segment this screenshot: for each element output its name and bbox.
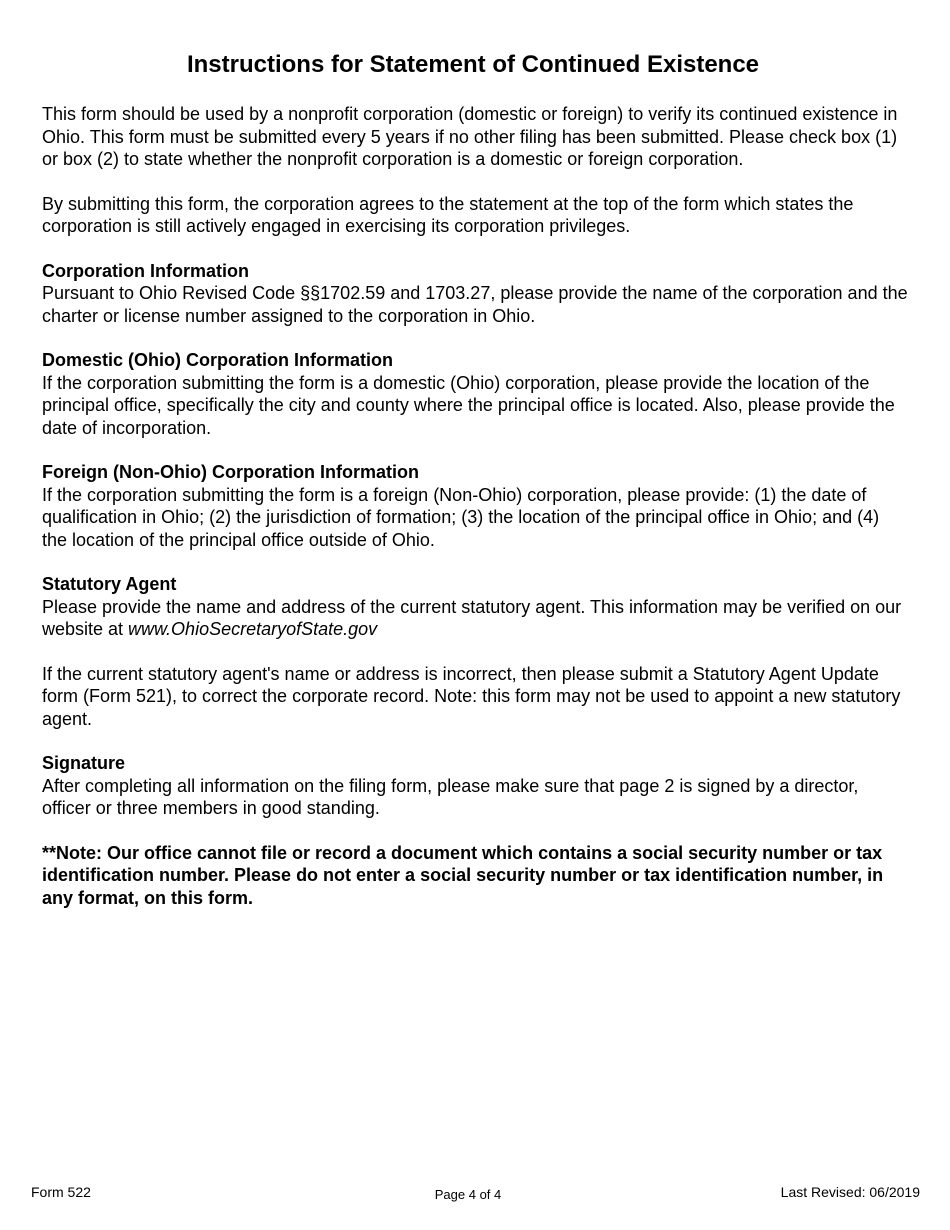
last-revised-date: Last Revised: 06/2019 [780,1184,920,1200]
form-number: Form 522 [31,1184,91,1200]
section-heading: Foreign (Non-Ohio) Corporation Information [42,462,419,482]
section-heading: Signature [42,753,126,773]
intro-paragraph-2: By submitting this form, the corporation agrees to the statement at the top of the form which states the corporation is still actively engaged in exercising its corporation privileges. [42,193,854,236]
intro-paragraph-1: This form should be used by a nonprofit corporation (domestic or foreign) to verify its continued existence in Ohio. This form must be submitted every 5 years if no other filing has been submitted. Please check box (1) or box (2) to state whether the nonprofit corporation is a domestic or foreign corporation. [42,104,898,169]
section-signature [42,752,908,820]
section-body: After completing all information on the filing form, please make sure that page 2 is signed by a director, officer or three members in good standing. [42,775,859,818]
section-domestic-corporation [42,349,908,439]
section-corporation-information [42,260,908,328]
section-statutory-agent [42,573,908,641]
section-body: Please provide the name and address of the current statutory agent. This information may be verified on our website at [42,596,902,639]
section-heading: Statutory Agent [42,574,177,594]
statutory-agent-update-paragraph: If the current statutory agent's name or address is incorrect, then please submit a Statutory Agent Update form (Form 521), to correct the corporate record. Note: this form may not be used to appoint a new statutory agent. [42,663,901,729]
page-title: Instructions for Statement of Continued Existence [186,51,760,78]
section-foreign-corporation [42,461,908,551]
instructions-body [42,103,908,931]
section-body: If the corporation submitting the form is a domestic (Ohio) corporation, please provide the location of the principal office, specifically the city and county where the principal office is located. Also, please provide the date of incorporation. [42,372,895,438]
section-body: If the corporation submitting the form is a foreign (Non-Ohio) corporation, please provide: (1) the date of qualification in Ohio; (2) the jurisdiction of formation; (3) the location of the principal office in Ohio; and (4) the location of the principal office outside of Ohio. [42,484,880,550]
section-body: Pursuant to Ohio Revised Code §§1702.59 and 1703.27, please provide the name of the corporation and the charter or license number assigned to the corporation in Ohio. [42,283,908,326]
section-heading: Domestic (Ohio) Corporation Information [42,350,393,370]
ssn-warning-note: **Note: Our office cannot file or record a document which contains a social security number or tax identification number. Please do not enter a social security number or tax identification number, in any format, on this form. [42,842,884,908]
page-number: Page 4 of 4 [434,1187,502,1202]
website-link[interactable]: www.OhioSecretaryofState.gov [128,619,378,639]
section-heading: Corporation Information [42,260,249,281]
